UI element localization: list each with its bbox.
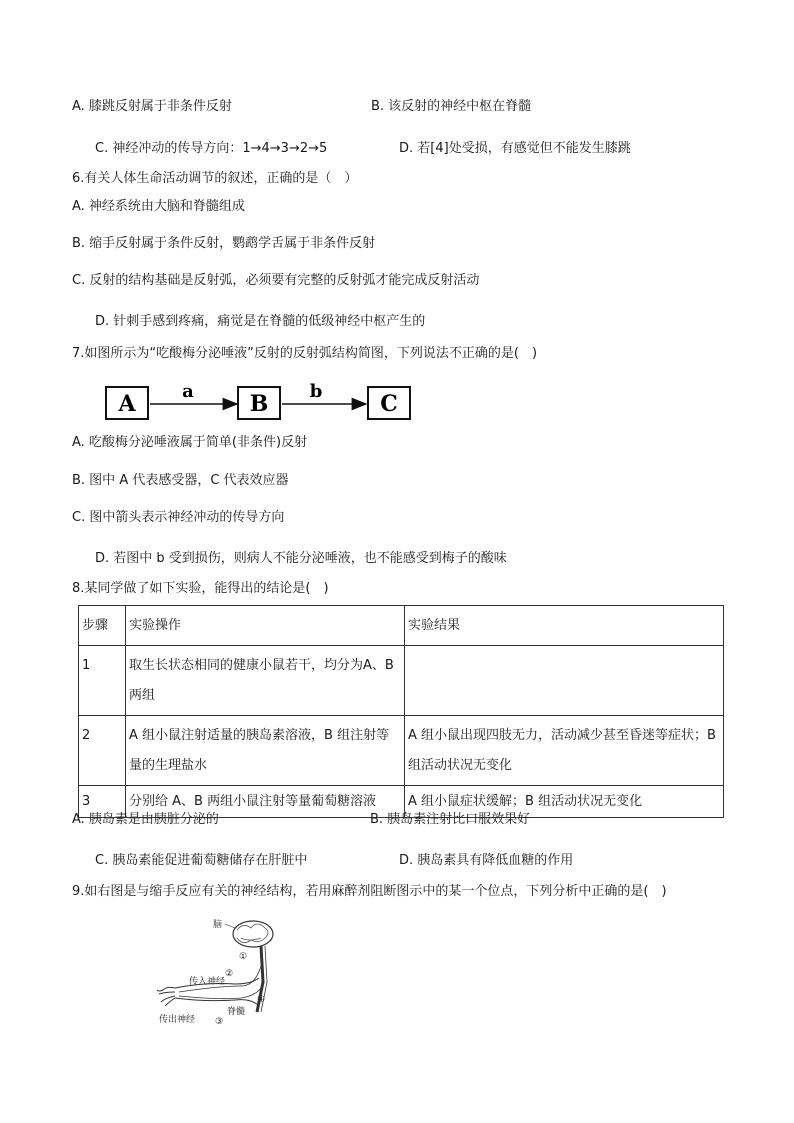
point-4-label: ④ [257,995,266,1005]
q7-option-a: A. 吃酸梅分泌唾液属于简单(非条件)反射 [72,435,308,450]
q7-option-d: D. 若图中 b 受到损伤，则病人不能分泌唾液，也不能感受到梅子的酸味 [95,551,507,566]
table-header-cell: 步骤 [79,606,126,646]
experiment-table [78,605,724,818]
diagram-arrow-b-label: b [309,381,323,402]
q7-option-b: B. 图中 A 代表感受器，C 代表效应器 [72,473,289,488]
q8-option-b: B. 胰岛素注射比口服效果好 [370,812,531,827]
table-cell: A 组小鼠症状缓解；B 组活动状况无变化 [405,786,724,818]
table-cell [405,646,724,716]
brain-icon [233,921,273,947]
table-cell: 1 [79,646,126,716]
q9-stem: 9.如右图是与缩手反应有关的神经结构，若用麻醉剂阻断图示中的某一个位点，下列分析中正确的是( ) [72,884,667,899]
q6-option-c: C. 反射的结构基础是反射弧，必须要有完整的反射弧才能完成反射活动 [72,273,480,288]
q5-option-d: D. 若[4]处受损，有感觉但不能发生膝跳 [399,141,631,156]
q6-stem: 6.有关人体生命活动调节的叙述，正确的是（ ） [72,171,358,186]
q8-option-c: C. 胰岛素能促进葡萄糖储存在肝脏中 [95,853,308,868]
table-cell: 取生长状态相同的健康小鼠若干，均分为A、B 两组 [126,646,405,716]
table-cell: A 组小鼠出现四肢无力，活动减少甚至昏迷等症状；B 组活动状况无变化 [405,716,724,786]
q5-option-c: C. 神经冲动的传导方向：1→4→3→2→5 [95,141,328,156]
q8-option-d: D. 胰岛素具有降低血糖的作用 [399,853,574,868]
q6-option-d: D. 针刺手感到疼痛，痛觉是在脊髓的低级神经中枢产生的 [95,314,426,329]
q7-option-c: C. 图中箭头表示神经冲动的传导方向 [72,510,285,525]
table-header-row [79,606,724,646]
reflex-arc-diagram [104,383,414,423]
reflex-nerve-figure [155,912,305,1032]
brain-label: 脑 [213,920,223,930]
efferent-nerve-label: 传出神经 [159,1015,196,1025]
efferent-nerve-line [179,988,261,999]
q8-stem: 8.某同学做了如下实验，能得出的结论是( ) [72,581,329,596]
point-2-label: ② [225,969,234,979]
q7-stem: 7.如图所示为“吃酸梅分泌唾液”反射的反射弧结构简图，下列说法不正确的是( ) [72,346,538,361]
q5-option-b: B. 该反射的神经中枢在脊髓 [371,99,532,114]
point-3-label: ③ [215,1017,224,1027]
afferent-nerve-label: 传入神经 [189,977,226,987]
spinal-cord-label: 脊髓 [227,1007,246,1017]
table-header-cell: 实验结果 [405,606,724,646]
table-row [79,646,724,716]
table-cell: 2 [79,716,126,786]
point-1-label: ① [239,952,248,962]
table-row [79,716,724,786]
table-header-cell: 实验操作 [126,606,405,646]
table-cell: 分别给 A、B 两组小鼠注射等量葡萄糖溶液 [126,786,405,818]
table-cell: 3 [79,786,126,818]
q6-option-b: B. 缩手反射属于条件反射，鹦鹉学舌属于非条件反射 [72,236,376,251]
diagram-box-b-label: B [249,391,269,417]
hand-icon [157,987,175,1006]
q6-option-a: A. 神经系统由大脑和脊髓组成 [72,199,245,214]
q5-option-a: A. 膝跳反射属于非条件反射 [72,99,232,114]
table-cell: A 组小鼠注射适量的胰岛素溶液，B 组注射等量的生理盐水 [126,716,405,786]
diagram-arrow-a-label: a [182,381,194,402]
diagram-box-c-label: C [380,391,398,417]
q8-option-a: A. 胰岛素是由胰脏分泌的 [72,812,219,827]
diagram-box-a-label: A [118,391,136,417]
